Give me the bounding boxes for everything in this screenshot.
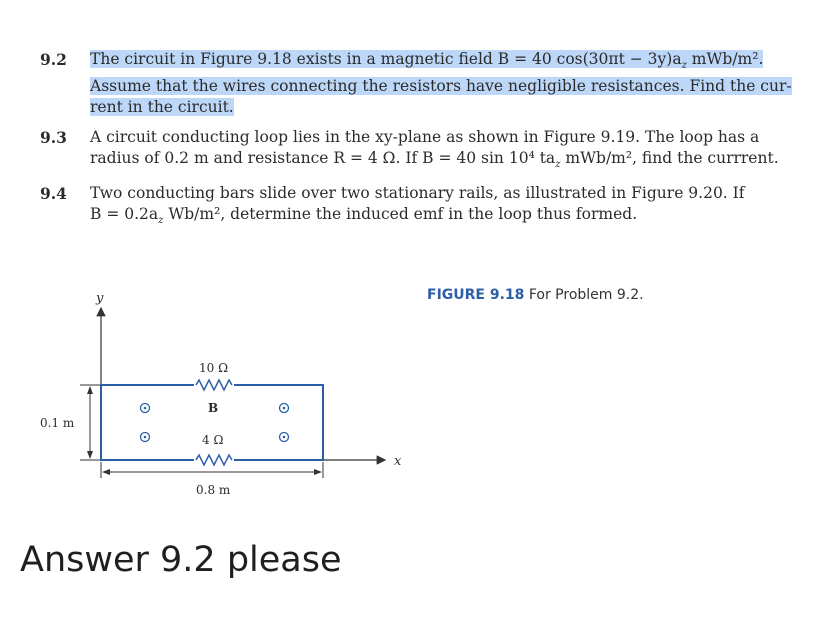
arrowhead: [87, 451, 93, 459]
problem-line: radius of 0.2 m and resistance R = 4 Ω. If B = 40 sin 10⁴ $ta_z$ mWb/m², find the currrent.: [90, 149, 779, 171]
answer-prompt: Answer 9.2 please: [20, 540, 342, 580]
field-label: B: [208, 401, 219, 415]
arrowhead: [87, 386, 93, 394]
arrowhead: [314, 469, 322, 475]
width-label: 0.8 m: [196, 483, 231, 497]
figure-caption-label: FIGURE 9.18: [427, 287, 525, 303]
x-axis-label: x: [394, 454, 402, 469]
problem-line: Two conducting bars slide over two stationary rails, as illustrated in Figure 9.20. If: [90, 184, 745, 202]
top-resistor-label: 10 Ω: [199, 361, 229, 375]
problem-line: The circuit in Figure 9.18 exists in a magnetic field B = 40 $\cos(30\pi t - 3y)a_z$ mWb/m².: [90, 50, 764, 72]
figure-caption-text: For Problem 9.2.: [528, 287, 644, 303]
arrowhead: [102, 469, 110, 475]
bottom-resistor-label: 4 Ω: [202, 433, 224, 447]
field-dot-icon: [141, 433, 150, 442]
circuit-loop: [101, 385, 323, 460]
field-dot-icon: [280, 404, 289, 413]
y-axis-label: y: [96, 291, 104, 306]
figure-caption: [427, 287, 644, 303]
problem-number: 9.2: [40, 50, 67, 69]
problem-number: 9.3: [40, 128, 67, 147]
field-dot-icon: [280, 433, 289, 442]
problem-line: $B = 0.2a_z$ Wb/m², determine the induced emf in the loop thus formed.: [90, 205, 638, 227]
problem-line: rent in the circuit.: [90, 98, 234, 117]
problem-line: Assume that the wires connecting the resistors have negligible resistances. Find the cur-: [90, 77, 792, 96]
field-dot-icon: [141, 404, 150, 413]
problem-line: A circuit conducting loop lies in the xy-plane as shown in Figure 9.19. The loop has a: [90, 128, 760, 146]
height-label: 0.1 m: [40, 416, 75, 430]
problem-number: 9.4: [40, 184, 67, 203]
